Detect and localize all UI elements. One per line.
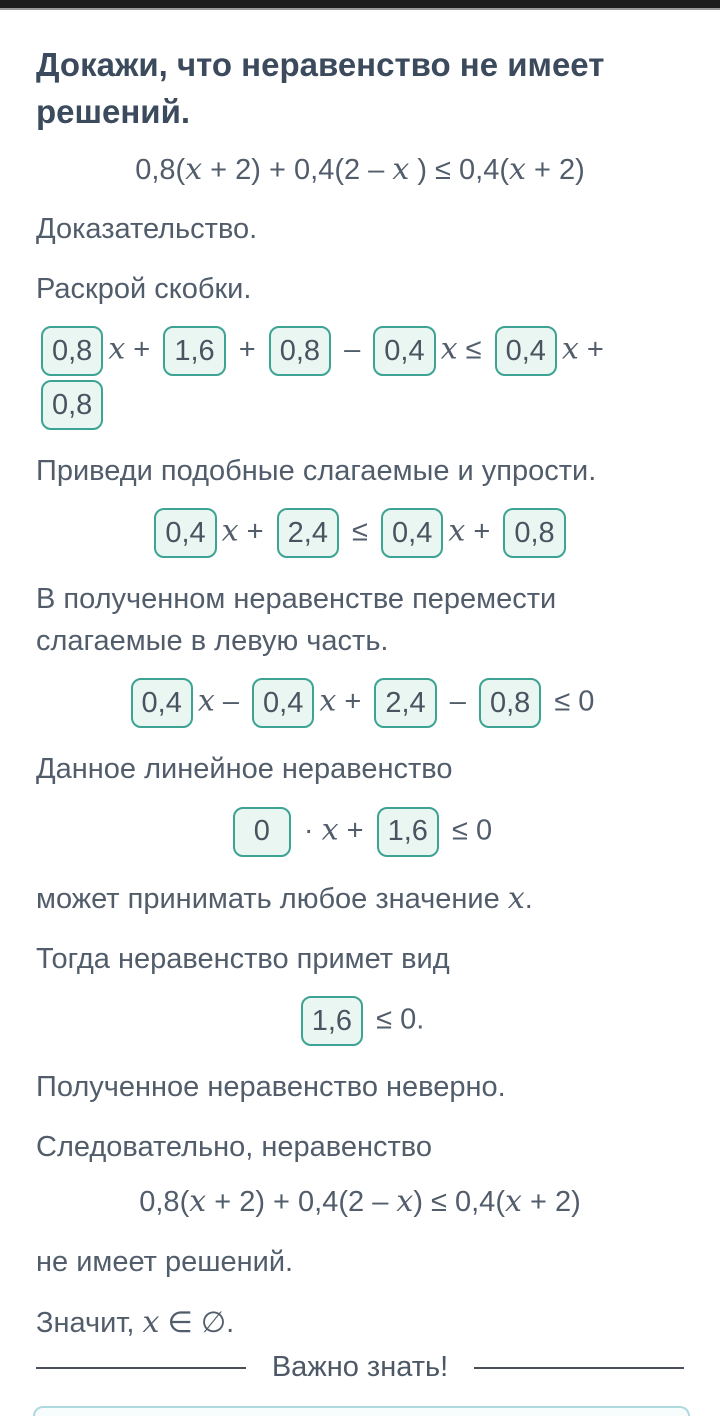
math-text: В полученном неравенстве перемести слагаемые в левую часть. <box>36 583 557 658</box>
answer-box[interactable]: 0,8 <box>503 508 565 558</box>
original-inequality-repeat <box>36 1182 684 1223</box>
resulting-form-label <box>36 938 684 980</box>
math-text: + <box>125 333 159 366</box>
linear-inequality-label <box>36 748 684 790</box>
math-text: – <box>441 686 474 719</box>
simplified-inequality <box>36 506 684 560</box>
math-variable: x <box>319 684 337 720</box>
math-text: не имеет решений. <box>36 1245 294 1278</box>
answer-box[interactable]: 0,4 <box>495 326 557 376</box>
math-variable: x <box>504 1184 522 1220</box>
no-solutions-text <box>36 1241 684 1283</box>
answer-box[interactable]: 0,8 <box>41 326 103 376</box>
math-text: + <box>578 333 612 366</box>
math-text: + 2) <box>521 1186 581 1219</box>
page-title: Докажи, что неравенство не имеет решений. <box>36 46 605 130</box>
math-text: · <box>295 814 322 847</box>
math-text: Приведи подобные слагаемые и упрости. <box>36 455 597 488</box>
math-text: Тогда неравенство примет вид <box>36 943 450 975</box>
math-text: . <box>524 882 533 915</box>
math-text: 0,8( <box>139 1186 190 1219</box>
math-text: ≤ <box>343 516 377 549</box>
math-text: ≤ <box>457 333 490 366</box>
math-text: Следовательно, неравенство <box>36 1131 433 1164</box>
math-text: ≤ 0. <box>368 1003 425 1036</box>
math-text: + <box>338 814 372 847</box>
moved-terms-inequality <box>36 676 684 730</box>
answer-box[interactable]: 0,4 <box>373 326 435 376</box>
math-text: + 2) <box>525 153 585 186</box>
answer-box[interactable]: 0 <box>233 807 291 857</box>
answer-box[interactable]: 1,6 <box>163 326 225 376</box>
math-text: + <box>238 516 272 549</box>
math-variable: x <box>396 1184 414 1220</box>
math-variable: x <box>509 151 526 187</box>
math-text: + <box>230 333 264 366</box>
math-variable: x <box>185 151 203 187</box>
any-value-text <box>36 877 684 921</box>
important-note-label: Важно знать! <box>271 1351 449 1383</box>
math-text: Данное линейное неравенство <box>36 753 453 786</box>
original-inequality <box>36 150 684 191</box>
math-text: 0,8( <box>135 153 186 186</box>
math-text: + <box>465 516 499 549</box>
expanded-inequality <box>36 324 684 432</box>
math-variable: x <box>197 684 215 720</box>
math-variable: x <box>561 331 579 367</box>
answer-box[interactable]: 0,8 <box>269 326 331 376</box>
math-variable: x <box>440 331 458 367</box>
math-text: + <box>336 686 370 719</box>
answer-box[interactable]: 2,4 <box>374 678 436 728</box>
important-note-card <box>33 1406 690 1416</box>
math-text: + 2) + 0,4(2 – <box>206 1186 397 1219</box>
therefore-label <box>36 1126 684 1168</box>
important-note-divider <box>36 1351 684 1384</box>
answer-box[interactable]: 0,4 <box>381 508 443 558</box>
math-text: ) ≤ 0,4( <box>413 1186 505 1219</box>
proof-label <box>36 208 684 250</box>
math-text: ) ≤ 0,4( <box>409 153 509 186</box>
linear-inequality <box>36 805 684 859</box>
math-text: – <box>336 333 369 366</box>
math-variable: x <box>321 812 339 848</box>
proof-content <box>36 136 684 1344</box>
answer-box[interactable]: 2,4 <box>277 508 339 558</box>
math-variable: x <box>392 151 410 187</box>
divider-line-right <box>474 1367 684 1369</box>
math-text: Раскрой скобки. <box>36 273 252 306</box>
move-terms-label <box>36 578 684 662</box>
incorrect-inequality-text <box>36 1066 684 1108</box>
math-text: + 2) + 0,4(2 – <box>202 153 393 186</box>
math-variable: x <box>142 1304 160 1340</box>
math-text: Полученное неравенство неверно. <box>36 1071 506 1104</box>
answer-box[interactable]: 0,4 <box>252 678 314 728</box>
answer-box[interactable]: 0,8 <box>479 678 541 728</box>
math-text: ≤ 0 <box>546 686 595 719</box>
conclusion-text <box>36 1301 684 1345</box>
answer-box[interactable]: 0,4 <box>154 508 216 558</box>
lesson-content <box>0 10 720 1416</box>
math-variable: x <box>108 331 126 367</box>
math-text: ≤ 0 <box>443 814 493 847</box>
math-text: Значит, <box>36 1306 143 1339</box>
expand-brackets-label <box>36 268 684 310</box>
top-status-bar <box>0 0 720 10</box>
answer-box[interactable]: 0,8 <box>41 380 103 430</box>
math-text: Доказательство. <box>36 213 258 246</box>
math-variable: x <box>507 880 525 916</box>
answer-box[interactable]: 1,6 <box>301 996 363 1046</box>
math-variable: x <box>448 514 466 550</box>
answer-box[interactable]: 1,6 <box>377 807 439 857</box>
combine-like-terms-label <box>36 450 684 492</box>
answer-box[interactable]: 0,4 <box>131 678 193 728</box>
resulting-inequality <box>36 994 684 1048</box>
math-variable: x <box>221 514 239 550</box>
math-text: ∈ ∅. <box>159 1306 235 1339</box>
divider-line-left <box>36 1367 246 1369</box>
math-text: может принимать любое значение <box>36 882 508 915</box>
math-text: – <box>214 686 248 719</box>
math-variable: x <box>189 1184 207 1220</box>
